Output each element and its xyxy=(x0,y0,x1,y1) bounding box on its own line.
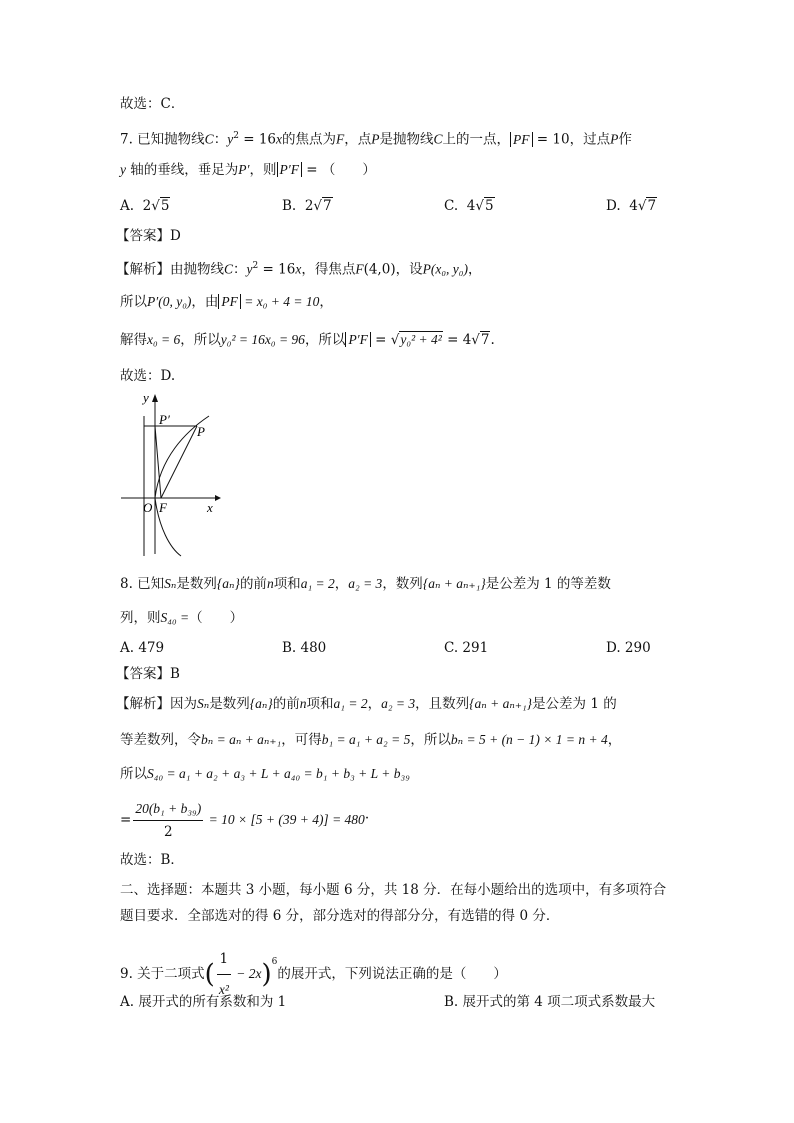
label-y: y xyxy=(143,390,149,405)
sqrt-symbol: √7 xyxy=(471,332,490,348)
q9-option-b[interactable]: B. 展开式的第 4 项二项式系数最大 xyxy=(444,994,656,1010)
section2-instructions-line2: 题目要求．全部选对的得 6 分，部分选对的得部分分，有选错的得 0 分． xyxy=(120,908,560,924)
q7-stem-line1: 7. 已知抛物线C：$y^2 = 16x$的焦点为F，点P是抛物线C上的一点， PF = 10，过点P作 xyxy=(120,131,632,148)
sqrt-symbol: √5 xyxy=(475,198,494,214)
q7-final-answer: 故选：D. xyxy=(120,368,176,384)
sqrt-symbol: √5 xyxy=(151,198,170,214)
q7-option-a[interactable]: A. 2√5 xyxy=(120,198,170,214)
q8-stem-line2: 列，则S₄₀ =（ ） xyxy=(120,610,244,626)
q8-answer: 【答案】B xyxy=(116,666,180,682)
parabola-figure xyxy=(115,388,225,560)
top-answer-line: 故选：C． xyxy=(120,96,185,112)
x-axis-arrow-icon xyxy=(215,495,221,501)
q7-analysis-line1: 【解析】由抛物线C：$y^2 = 16x$，得焦点F(4,0)，设P(x₀, y₀)， xyxy=(116,261,482,278)
sqrt-symbol: √7 xyxy=(313,198,332,214)
q8-analysis-line3: 所以S₄₀ = a₁ + a₂ + a₃ + L + a₄₀ = b₁ + b₃ + L + b₃₉ xyxy=(120,766,410,782)
q8-final-answer: 故选：B． xyxy=(120,852,184,868)
label-p: P xyxy=(197,424,205,439)
label-f: F xyxy=(159,500,167,515)
q7-option-c[interactable]: C. 4√5 xyxy=(444,198,494,214)
q7-stem-line2: y 轴的垂线，垂足为P′，则 P′F = （ ） xyxy=(120,162,376,178)
q8-stem-line1: 8. 已知Sₙ是数列{aₙ}的前n项和a₁ = 2，a₂ = 3，数列{aₙ + aₙ₊₁}是公差为 1 的等差数 xyxy=(120,576,611,592)
fraction: $\frac{1}{\text{x²}}$ xyxy=(217,944,231,1005)
q7-analysis-line3: 解得x₀ = 6，所以y₀² = 16x₀ = 96，所以 P′F = √y₀² + 4² = 4√7. xyxy=(120,332,495,348)
sqrt-symbol: √7 xyxy=(637,198,657,214)
label-pprime: P′ xyxy=(159,412,170,427)
q7-analysis-line2: 所以P′(0, y₀)，由 PF = x₀ + 4 = 10， xyxy=(120,294,333,310)
section2-instructions-line1: 二、选择题：本题共 3 小题，每小题 6 分，共 18 分．在每小题给出的选项中，有多项符合 xyxy=(120,882,667,898)
q8-analysis-line2: 等差数列，令bₙ = aₙ + aₙ₊₁，可得b₁ = a₁ + a₂ = 5，所以bₙ = 5 + (n − 1) × 1 = n + 4， xyxy=(120,732,622,748)
q8-option-d[interactable]: D. 290 xyxy=(606,640,651,656)
q8-analysis-line4: = $\frac{\text{20(b₁ + b₃₉)}}{2}$ = 10 × [5 + (39 + 4)] = 480. xyxy=(120,798,369,843)
y-axis-arrow-icon xyxy=(152,394,158,402)
q8-option-a[interactable]: A. 479 xyxy=(120,640,165,656)
q7-answer: 【答案】D xyxy=(116,228,181,244)
q8-option-c[interactable]: C. 291 xyxy=(444,640,489,656)
label-o: O xyxy=(143,500,153,515)
q9-option-a[interactable]: A. 展开式的所有系数和为 1 xyxy=(120,994,287,1010)
segment-pprime-f xyxy=(155,426,161,498)
fraction: $\frac{\text{20(b₁ + b₃₉)}}{2}$ xyxy=(133,798,203,843)
q7-option-d[interactable]: D. 4√7 xyxy=(606,198,657,214)
q9-stem: 9. 关于二项式( $\frac{1}{\text{x²}}$ − 2x)$^6$的展开式，下列说法正确的是（ ） xyxy=(120,944,507,1005)
q8-option-b[interactable]: B. 480 xyxy=(282,640,327,656)
q8-analysis-line1: 【解析】因为Sₙ是数列{aₙ}的前n项和a₁ = 2，a₂ = 3，且数列{aₙ + aₙ₊₁}是公差为 1 的 xyxy=(116,696,617,712)
sqrt-symbol: √y₀² + 4² xyxy=(390,332,442,348)
q7-option-b[interactable]: B. 2√7 xyxy=(282,198,332,214)
label-x: x xyxy=(207,500,213,515)
